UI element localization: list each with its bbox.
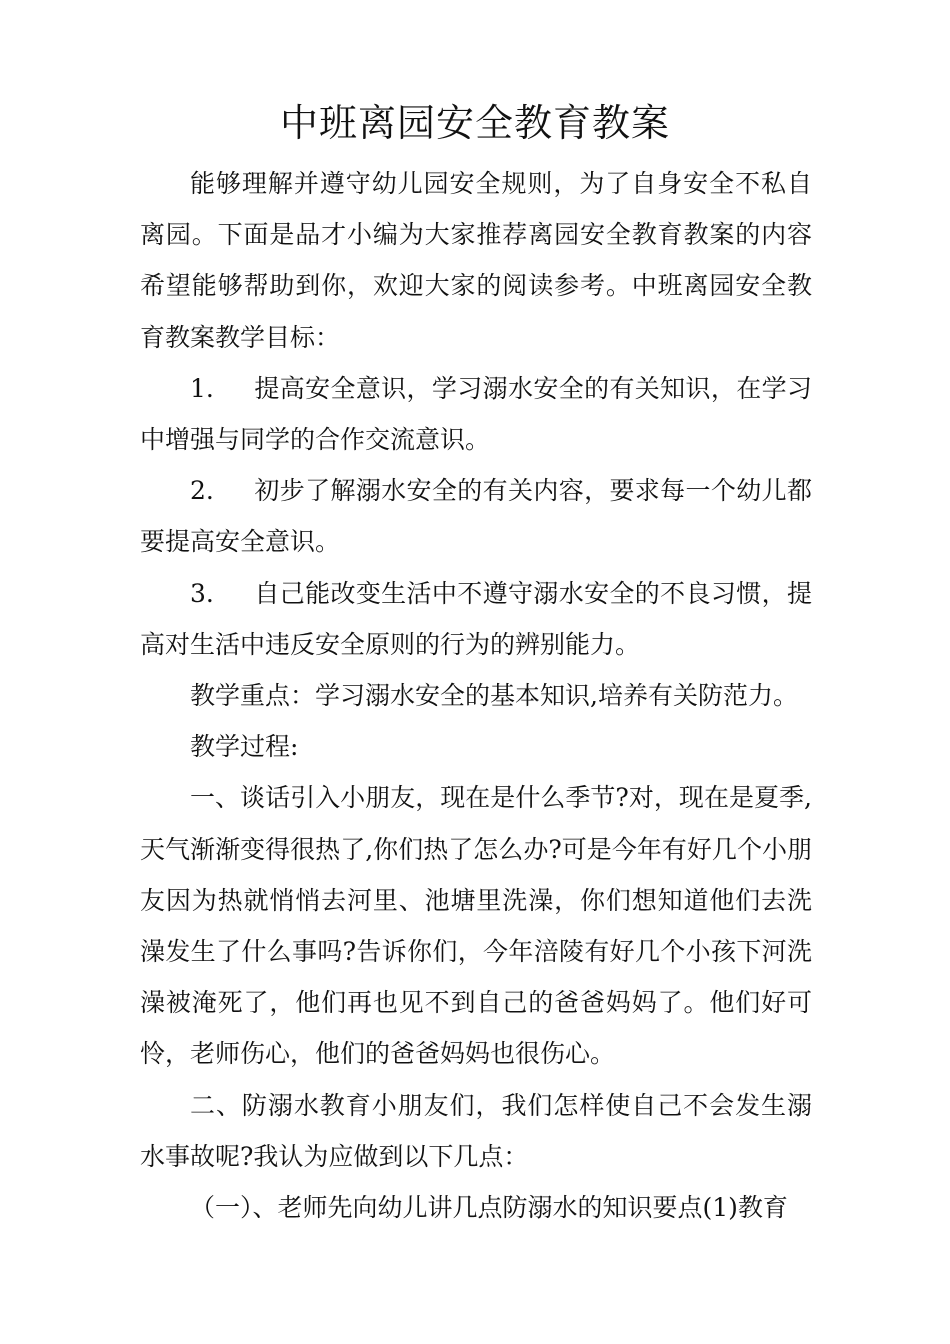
goal-item-2: [140, 465, 812, 567]
goal-number: 2.: [190, 476, 214, 506]
intro-paragraph: 能够理解并遵守幼儿园安全规则，为了自身安全不私自离园。下面是品才小编为大家推荐离园安全教育教案的内容希望能够帮助到你，欢迎大家的阅读参考。中班离园安全教育教案教学目标：: [140, 169, 812, 352]
goal-item-3: [140, 568, 812, 670]
goal-text: 提高安全意识，学习溺水安全的有关知识，在学习中增强与同学的合作交流意识。: [140, 373, 812, 455]
subsection-one-paragraph: （一）、老师先向幼儿讲几点防溺水的知识要点(1)教育: [190, 1193, 788, 1223]
goal-item-1: [140, 363, 812, 465]
process-heading: 教学过程:: [190, 732, 299, 762]
document-body: [140, 158, 812, 1233]
document-title: 中班离园安全教育教案: [279, 101, 670, 145]
key-points-paragraph: 教学重点：学习溺水安全的基本知识,培养有关防范力。: [190, 681, 798, 711]
goal-text: 初步了解溺水安全的有关内容，要求每一个幼儿都要提高安全意识。: [140, 476, 812, 557]
section-two-paragraph: 二、防溺水教育小朋友们，我们怎样使自己不会发生溺水事故呢?我认为应做到以下几点：: [140, 1090, 812, 1171]
section-one-paragraph: 一、谈话引入小朋友，现在是什么季节?对，现在是夏季,天气渐渐变得很热了,你们热了怎么办?可是今年有好几个小朋友因为热就悄悄去河里、池塘里洗澡，你们想知道他们去洗澡发生了什么事吗?告诉你们，今年涪陵有好几个小孩下河洗澡被淹死了，他们再也见不到自己的爸爸妈妈了。他们好可怜，老师伤心，他们的爸爸妈妈也很伤心。: [140, 783, 812, 1069]
goal-text: 自己能改变生活中不遵守溺水安全的不良习惯，提高对生活中违反安全原则的行为的辨别能力。: [140, 578, 812, 659]
goal-number: 3.: [190, 578, 214, 608]
goal-number: 1.: [190, 373, 214, 403]
